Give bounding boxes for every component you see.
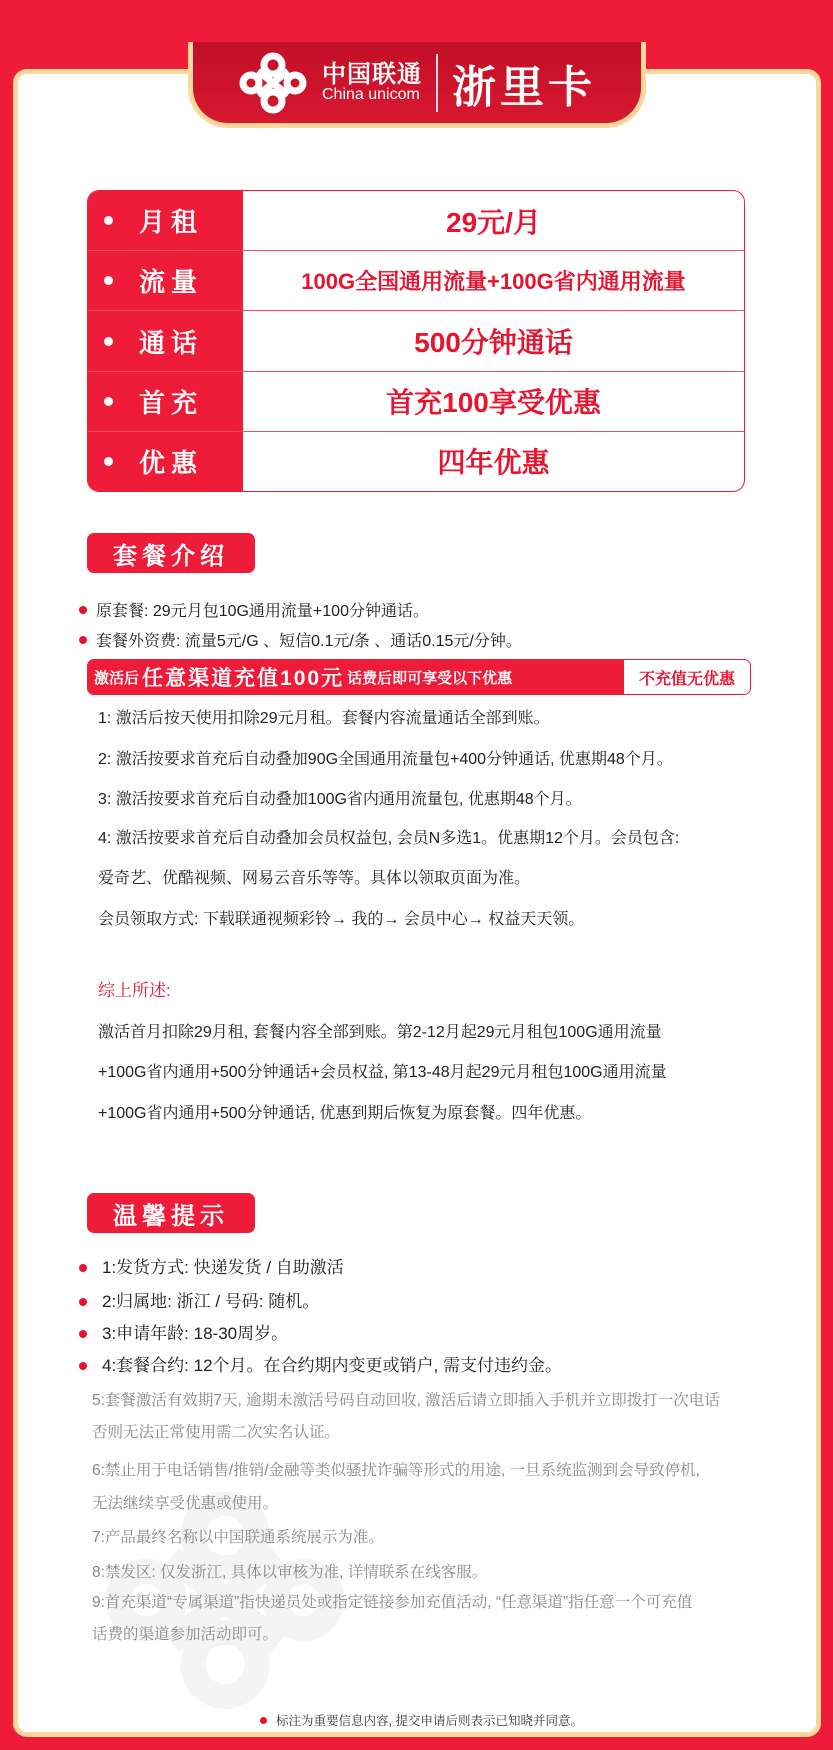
summary-heading: 综上所述: [98, 981, 171, 1000]
row-label: 月租 [139, 207, 204, 238]
row-label: 优惠 [139, 447, 204, 478]
divider [436, 54, 438, 112]
bullet-icon [79, 1264, 87, 1272]
section-title-intro: 套餐介绍 [87, 533, 255, 573]
summary-line: +100G省内通用+500分钟通话, 优惠到期后恢复为原套餐。四年优惠。 [98, 1105, 592, 1122]
list-item: 套餐外资费: 流量5元/G 、短信0.1元/条 、通话0.15元/分钟。 [79, 628, 522, 651]
bullet-icon [79, 1330, 87, 1338]
bullet-icon [104, 337, 113, 346]
row-value: 500分钟通话 [414, 327, 573, 358]
bullet-icon [79, 1298, 87, 1306]
tip-item: 3:申请年龄: 18-30周岁。 [79, 1324, 288, 1344]
section-title-tips: 温馨提示 [87, 1193, 255, 1233]
brand-en: China unicom [322, 85, 420, 103]
bullet-icon [79, 636, 87, 644]
summary-line: +100G省内通用+500分钟通话+会员权益, 第13-48月起29元月租包100G通用流量 [98, 1064, 667, 1081]
note-line: 无法继续享受优惠或使用。 [92, 1495, 279, 1512]
header-banner [188, 42, 646, 128]
table-row [88, 372, 744, 432]
table-row [88, 311, 744, 371]
bullet-icon [104, 397, 113, 406]
promo-note: 不充值无优惠 [624, 660, 750, 694]
row-value: 四年优惠 [437, 447, 550, 479]
product-title: 浙里卡 [452, 62, 596, 112]
list-item: 原套餐: 29元月包10G通用流量+100分钟通话。 [79, 598, 429, 621]
table-row [88, 191, 744, 251]
note-line: 8:禁发区: 仅发浙江, 具体以审核为准, 详情联系在线客服。 [92, 1564, 488, 1581]
list-item: 1: 激活后按天使用扣除29元月租。套餐内容流量通话全部到账。 [98, 710, 550, 727]
list-item: 4: 激活按要求首充后自动叠加会员权益包, 会员N多选1。优惠期12个月。会员包含: [98, 830, 680, 847]
row-value: 29元/月 [446, 206, 541, 238]
row-label: 流量 [139, 267, 204, 298]
note-line: 9:首充渠道“专属渠道”指快递员处或指定链接参加充值活动, “任意渠道”指任意一个可充值 [92, 1594, 693, 1611]
list-item: 爱奇艺、优酷视频、网易云音乐等等。具体以领取页面为准。 [98, 870, 531, 887]
footer-note: 标注为重要信息内容, 提交申请后则表示已知晓并同意。 [260, 1711, 583, 1729]
tip-item: 2:归属地: 浙江 / 号码: 随机。 [79, 1292, 319, 1312]
row-label: 首充 [139, 387, 204, 418]
bullet-icon [104, 276, 113, 285]
brand-name [322, 62, 422, 104]
row-value: 100G全国通用流量+100G省内通用流量 [301, 269, 686, 295]
china-unicom-logo-icon [238, 51, 308, 115]
list-item: 会员领取方式: 下载联通视频彩铃→ 我的→ 会员中心→ 权益天天领。 [98, 911, 585, 928]
table-row [88, 251, 744, 311]
note-line: 5:套餐激活有效期7天, 逾期未激活号码自动回收, 激活后请立即插入手机并立即拨打一次电话 [92, 1392, 720, 1409]
list-item: 3: 激活按要求首充后自动叠加100G省内通用流量包, 优惠期48个月。 [98, 791, 582, 808]
table-row [88, 432, 744, 491]
bullet-icon [79, 606, 87, 614]
bullet-icon [260, 1717, 267, 1724]
tip-item: 4:套餐合约: 12个月。在合约期内变更或销户, 需支付违约金。 [79, 1356, 562, 1376]
brand-cn: 中国联通 [322, 60, 422, 88]
list-item: 2: 激活按要求首充后自动叠加90G全国通用流量包+400分钟通话, 优惠期48个月。 [98, 751, 673, 768]
note-line: 否则无法正常使用需二次实名认证。 [92, 1424, 341, 1441]
row-label: 通话 [139, 327, 204, 358]
note-line: 话费的渠道参加活动即可。 [92, 1626, 279, 1643]
row-value: 首充100享受优惠 [386, 387, 601, 419]
tip-item: 1:发货方式: 快递发货 / 自助激活 [79, 1258, 344, 1278]
bullet-icon [104, 216, 113, 225]
note-line: 6:禁止用于电话销售/推销/金融等类似骚扰诈骗等形式的用途, 一旦系统监测到会导致停机, [92, 1462, 700, 1479]
promo-banner: 激活后 任意渠道充值100元 话费后即可享受以下优惠 不充值无优惠 [87, 659, 751, 695]
bullet-icon [79, 1362, 87, 1370]
bullet-icon [104, 457, 113, 466]
summary-line: 激活首月扣除29月租, 套餐内容全部到账。第2-12月起29元月租包100G通用流量 [98, 1024, 662, 1041]
plan-summary-table [87, 190, 745, 492]
note-line: 7:产品最终名称以中国联通系统展示为准。 [92, 1529, 384, 1546]
